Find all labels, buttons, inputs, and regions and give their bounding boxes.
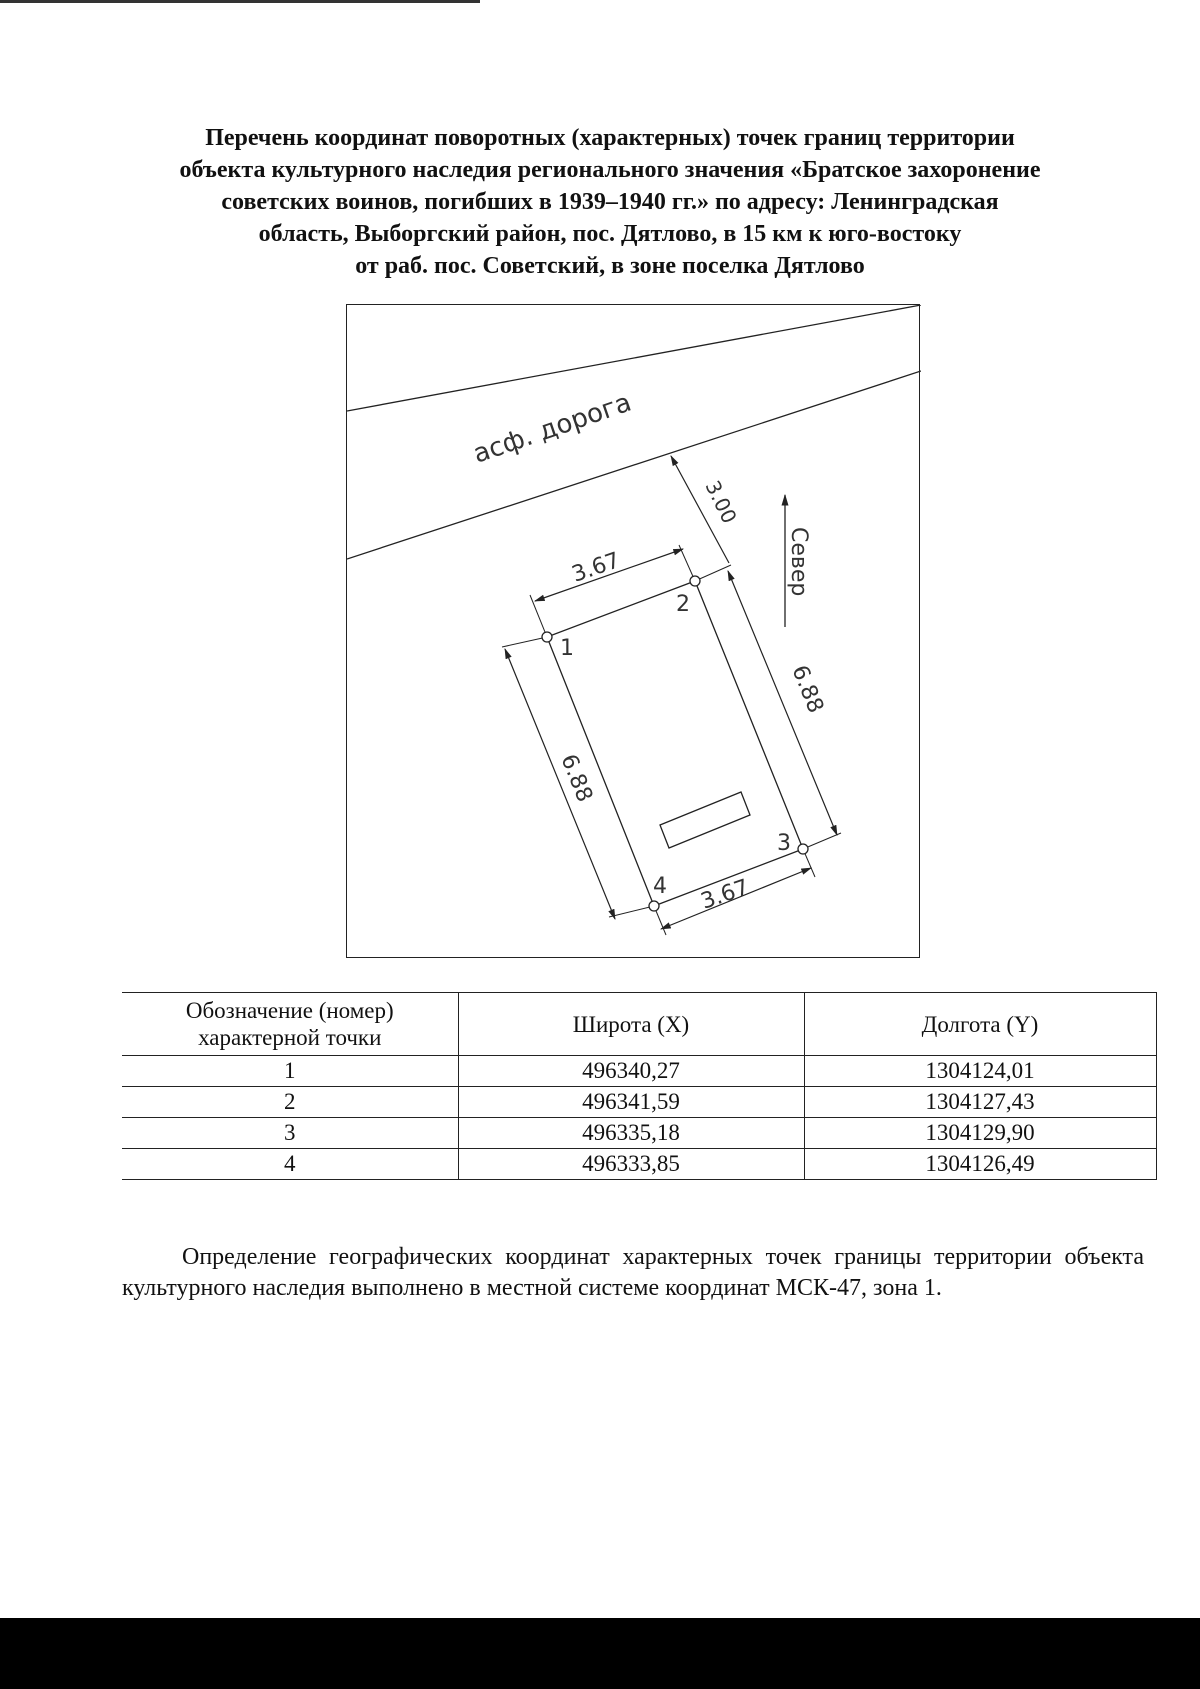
title-line-4: область, Выборгский район, пос. Дятлово, в 15 км к юго-востоку — [258, 221, 962, 247]
dim-left-ext-bottom — [609, 906, 654, 917]
cell-point: 4 — [122, 1149, 458, 1180]
scan-edge-line — [0, 0, 480, 3]
site-plan — [346, 304, 920, 958]
table-row — [122, 1056, 1156, 1087]
table-row — [122, 1087, 1156, 1118]
table-row — [122, 1118, 1156, 1149]
cell-point: 3 — [122, 1118, 458, 1149]
cell-x: 496340,27 — [458, 1056, 804, 1087]
dim-top-ext-right — [679, 545, 695, 581]
coordinates-table — [122, 992, 1157, 1180]
cell-y: 1304124,01 — [804, 1056, 1156, 1087]
point-4-label: 4 — [653, 874, 667, 899]
title-line-2: объекта культурного наследия регионального значения «Братское захоронение — [179, 157, 1041, 183]
title-line-1: Перечень координат поворотных (характерных) точек границ территории — [205, 125, 1015, 151]
dim-left-line — [505, 649, 615, 919]
point-2-label: 2 — [676, 592, 690, 617]
table-row — [122, 1149, 1156, 1180]
cell-y: 1304126,49 — [804, 1149, 1156, 1180]
dim-right-ext-top — [695, 565, 731, 581]
header-lon: Долгота (Y) — [804, 993, 1156, 1056]
monument-rect — [660, 792, 750, 848]
coordinate-system-note: Определение географических координат характерных точек границы территории объекта культурного наследия выполнено в местной системе координат МСК-47, зона 1. — [122, 1244, 1144, 1301]
dim-bottom-label: 3.67 — [697, 875, 753, 915]
dim-right-ext-bottom — [803, 833, 841, 849]
point-2-marker — [690, 576, 700, 586]
dim-right-label: 6.88 — [786, 661, 828, 717]
dim-top-label: 3.67 — [568, 548, 624, 588]
title-line-5: от раб. пос. Советский, в зоне поселка Дятлово — [355, 253, 865, 279]
cell-point: 2 — [122, 1087, 458, 1118]
dim-offset-label: 3.00 — [700, 476, 742, 528]
dim-top-ext-left — [530, 595, 547, 637]
road-label: асф. дорога — [469, 387, 636, 470]
document-title — [120, 122, 1100, 282]
cell-y: 1304127,43 — [804, 1087, 1156, 1118]
cell-y: 1304129,90 — [804, 1118, 1156, 1149]
table-header-row — [122, 993, 1156, 1056]
title-line-3: советских воинов, погибших в 1939–1940 гг.» по адресу: Ленинградская — [221, 189, 999, 215]
plot-boundary — [547, 581, 803, 906]
cell-x: 496333,85 — [458, 1149, 804, 1180]
point-1-label: 1 — [560, 636, 574, 661]
point-3-label: 3 — [777, 831, 791, 856]
cell-x: 496341,59 — [458, 1087, 804, 1118]
header-lat: Широта (X) — [458, 993, 804, 1056]
dim-left-label: 6.88 — [555, 750, 597, 806]
cell-point: 1 — [122, 1056, 458, 1087]
road-edge-lower — [347, 371, 921, 559]
point-3-marker — [798, 844, 808, 854]
header-point: Обозначение (номер) характерной точки — [122, 993, 458, 1056]
road-edge-upper — [347, 305, 921, 411]
site-plan-drawing — [347, 305, 921, 959]
point-4-marker — [649, 901, 659, 911]
cell-x: 496335,18 — [458, 1118, 804, 1149]
dim-left-ext-top — [502, 637, 547, 647]
north-label: Север — [786, 527, 811, 597]
scan-bottom-bar — [0, 1618, 1200, 1689]
point-1-marker — [542, 632, 552, 642]
